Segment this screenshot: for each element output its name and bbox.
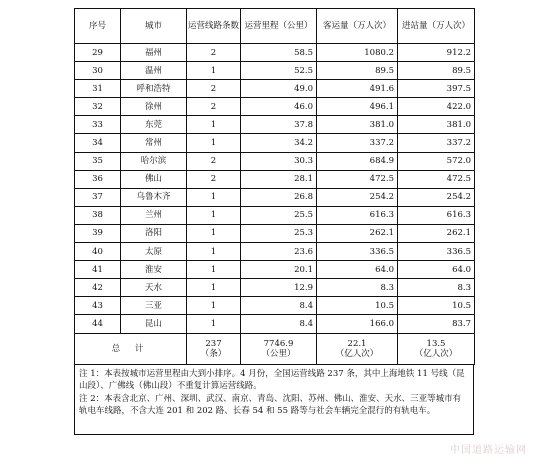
- cell-lines: 1: [187, 188, 241, 206]
- cell-lines: 2: [187, 170, 241, 188]
- cell-mileage: 37.8: [241, 116, 317, 134]
- cell-seq: 39: [75, 224, 121, 242]
- table-row: [75, 243, 475, 261]
- total-label: 总 计: [75, 333, 187, 364]
- watermark-logo: 中国道路运输网: [450, 445, 527, 456]
- total-entries-unit: （亿人次）: [414, 348, 458, 359]
- total-passengers: [317, 333, 398, 364]
- cell-mileage: 23.6: [241, 243, 317, 261]
- cell-entries: 336.5: [398, 243, 475, 261]
- cell-mileage: 28.1: [241, 170, 317, 188]
- table-row: [75, 279, 475, 297]
- cell-seq: 40: [75, 243, 121, 261]
- cell-mileage: 49.0: [241, 80, 317, 98]
- table-row: [75, 261, 475, 279]
- cell-mileage: 34.2: [241, 134, 317, 152]
- table-row: [75, 134, 475, 152]
- total-passengers-value: 22.1: [347, 338, 367, 349]
- cell-lines: 1: [187, 297, 241, 315]
- cell-passengers: 496.1: [317, 98, 398, 116]
- cell-lines: 1: [187, 261, 241, 279]
- total-passengers-unit: （亿人次）: [335, 348, 379, 359]
- cell-lines: 1: [187, 315, 241, 333]
- total-entries-value: 13.5: [426, 338, 446, 349]
- cell-city: 昆山: [121, 315, 187, 333]
- total-entries: [398, 333, 475, 364]
- cell-city: 常州: [121, 134, 187, 152]
- cell-seq: 44: [75, 315, 121, 333]
- cell-lines: 1: [187, 134, 241, 152]
- cell-lines: 1: [187, 224, 241, 242]
- table-row: [75, 98, 475, 116]
- table-row: [75, 224, 475, 242]
- cell-entries: 64.0: [398, 261, 475, 279]
- header-seq: 序号: [75, 9, 121, 44]
- cell-city: 呼和浩特: [121, 80, 187, 98]
- table-row: [75, 80, 475, 98]
- cell-city: 东莞: [121, 116, 187, 134]
- total-mileage-value: 7746.9: [263, 338, 294, 349]
- cell-entries: 262.1: [398, 224, 475, 242]
- cell-mileage: 58.5: [241, 44, 317, 62]
- cell-city: 徐州: [121, 98, 187, 116]
- cell-mileage: 8.4: [241, 297, 317, 315]
- cell-city: 天水: [121, 279, 187, 297]
- cell-city: 哈尔滨: [121, 152, 187, 170]
- cell-lines: 2: [187, 152, 241, 170]
- cell-entries: 422.0: [398, 98, 475, 116]
- cell-city: 三亚: [121, 297, 187, 315]
- cell-entries: 254.2: [398, 188, 475, 206]
- cell-city: 佛山: [121, 170, 187, 188]
- table-row: [75, 152, 475, 170]
- cell-lines: 2: [187, 44, 241, 62]
- cell-entries: 397.5: [398, 80, 475, 98]
- cell-passengers: 684.9: [317, 152, 398, 170]
- cell-mileage: 25.5: [241, 206, 317, 224]
- table-row: [75, 116, 475, 134]
- cell-city: 乌鲁木齐: [121, 188, 187, 206]
- header-passengers: 客运量（万人次）: [317, 9, 398, 44]
- cell-passengers: 254.2: [317, 188, 398, 206]
- header-entries: 进站量（万人次）: [398, 9, 475, 44]
- cell-entries: 472.5: [398, 170, 475, 188]
- cell-mileage: 26.8: [241, 188, 317, 206]
- cell-passengers: 491.6: [317, 80, 398, 98]
- cell-seq: 34: [75, 134, 121, 152]
- table-row: [75, 170, 475, 188]
- cell-passengers: 262.1: [317, 224, 398, 242]
- cell-city: 温州: [121, 62, 187, 80]
- cell-lines: 2: [187, 98, 241, 116]
- cell-passengers: 166.0: [317, 315, 398, 333]
- table-row: [75, 297, 475, 315]
- table-row: [75, 315, 475, 333]
- cell-entries: 337.2: [398, 134, 475, 152]
- header-mileage: 运营里程（公里）: [241, 9, 317, 44]
- cell-passengers: 336.5: [317, 243, 398, 261]
- table-notes: [74, 365, 474, 435]
- cell-seq: 42: [75, 279, 121, 297]
- cell-mileage: 30.3: [241, 152, 317, 170]
- cell-passengers: 64.0: [317, 261, 398, 279]
- cell-lines: 2: [187, 80, 241, 98]
- total-lines: [187, 333, 241, 364]
- total-lines-value: 237: [205, 338, 222, 349]
- table-header-row: [75, 9, 475, 44]
- cell-city: 淮安: [121, 261, 187, 279]
- cell-mileage: 52.5: [241, 62, 317, 80]
- cell-entries: 8.3: [398, 279, 475, 297]
- cell-lines: 1: [187, 279, 241, 297]
- cell-entries: 381.0: [398, 116, 475, 134]
- cell-lines: 1: [187, 243, 241, 261]
- cell-seq: 37: [75, 188, 121, 206]
- cell-passengers: 8.3: [317, 279, 398, 297]
- cell-seq: 36: [75, 170, 121, 188]
- total-mileage-unit: （公里）: [261, 348, 296, 359]
- cell-mileage: 20.1: [241, 261, 317, 279]
- cell-mileage: 46.0: [241, 98, 317, 116]
- cell-entries: 912.2: [398, 44, 475, 62]
- cell-city: 洛阳: [121, 224, 187, 242]
- cell-mileage: 8.4: [241, 315, 317, 333]
- cell-lines: 1: [187, 206, 241, 224]
- total-lines-unit: （条）: [200, 348, 227, 359]
- cell-city: 福州: [121, 44, 187, 62]
- cell-seq: 29: [75, 44, 121, 62]
- cell-lines: 1: [187, 116, 241, 134]
- cell-seq: 30: [75, 62, 121, 80]
- cell-passengers: 381.0: [317, 116, 398, 134]
- cell-seq: 41: [75, 261, 121, 279]
- metro-operation-table: [74, 8, 475, 365]
- cell-seq: 31: [75, 80, 121, 98]
- table-row: [75, 206, 475, 224]
- note-2: 注 2：本表含北京、广州、深圳、武汉、南京、青岛、沈阳、苏州、佛山、淮安、天水、三亚等城市有轨电车线路，不含大连 201 和 202 路、长春 54 和 55 路等与社会车辆完全混行的有轨电车。: [79, 393, 462, 417]
- cell-city: 兰州: [121, 206, 187, 224]
- cell-passengers: 472.5: [317, 170, 398, 188]
- cell-entries: 83.7: [398, 315, 475, 333]
- cell-seq: 33: [75, 116, 121, 134]
- cell-mileage: 12.9: [241, 279, 317, 297]
- cell-seq: 43: [75, 297, 121, 315]
- cell-passengers: 1080.2: [317, 44, 398, 62]
- cell-seq: 38: [75, 206, 121, 224]
- table-row: [75, 62, 475, 80]
- cell-lines: 1: [187, 62, 241, 80]
- cell-mileage: 25.3: [241, 224, 317, 242]
- cell-city: 太原: [121, 243, 187, 261]
- cell-entries: 10.5: [398, 297, 475, 315]
- cell-passengers: 337.2: [317, 134, 398, 152]
- total-mileage: [241, 333, 317, 364]
- cell-passengers: 616.3: [317, 206, 398, 224]
- cell-entries: 89.5: [398, 62, 475, 80]
- cell-seq: 35: [75, 152, 121, 170]
- total-row: [75, 333, 475, 364]
- table-row: [75, 188, 475, 206]
- header-lines: 运营线路条数: [187, 9, 241, 44]
- cell-passengers: 10.5: [317, 297, 398, 315]
- note-1: 注 1：本表按城市运营里程由大到小排序。4 月份，全国运营线路 237 条，其中上海地铁 11 号线（昆山段）、广佛线（佛山段）不重复计算运营线路。: [79, 368, 465, 392]
- header-city: 城市: [121, 9, 187, 44]
- table-row: [75, 44, 475, 62]
- data-table-container: [74, 8, 474, 435]
- cell-seq: 32: [75, 98, 121, 116]
- cell-entries: 572.0: [398, 152, 475, 170]
- cell-entries: 616.3: [398, 206, 475, 224]
- cell-passengers: 89.5: [317, 62, 398, 80]
